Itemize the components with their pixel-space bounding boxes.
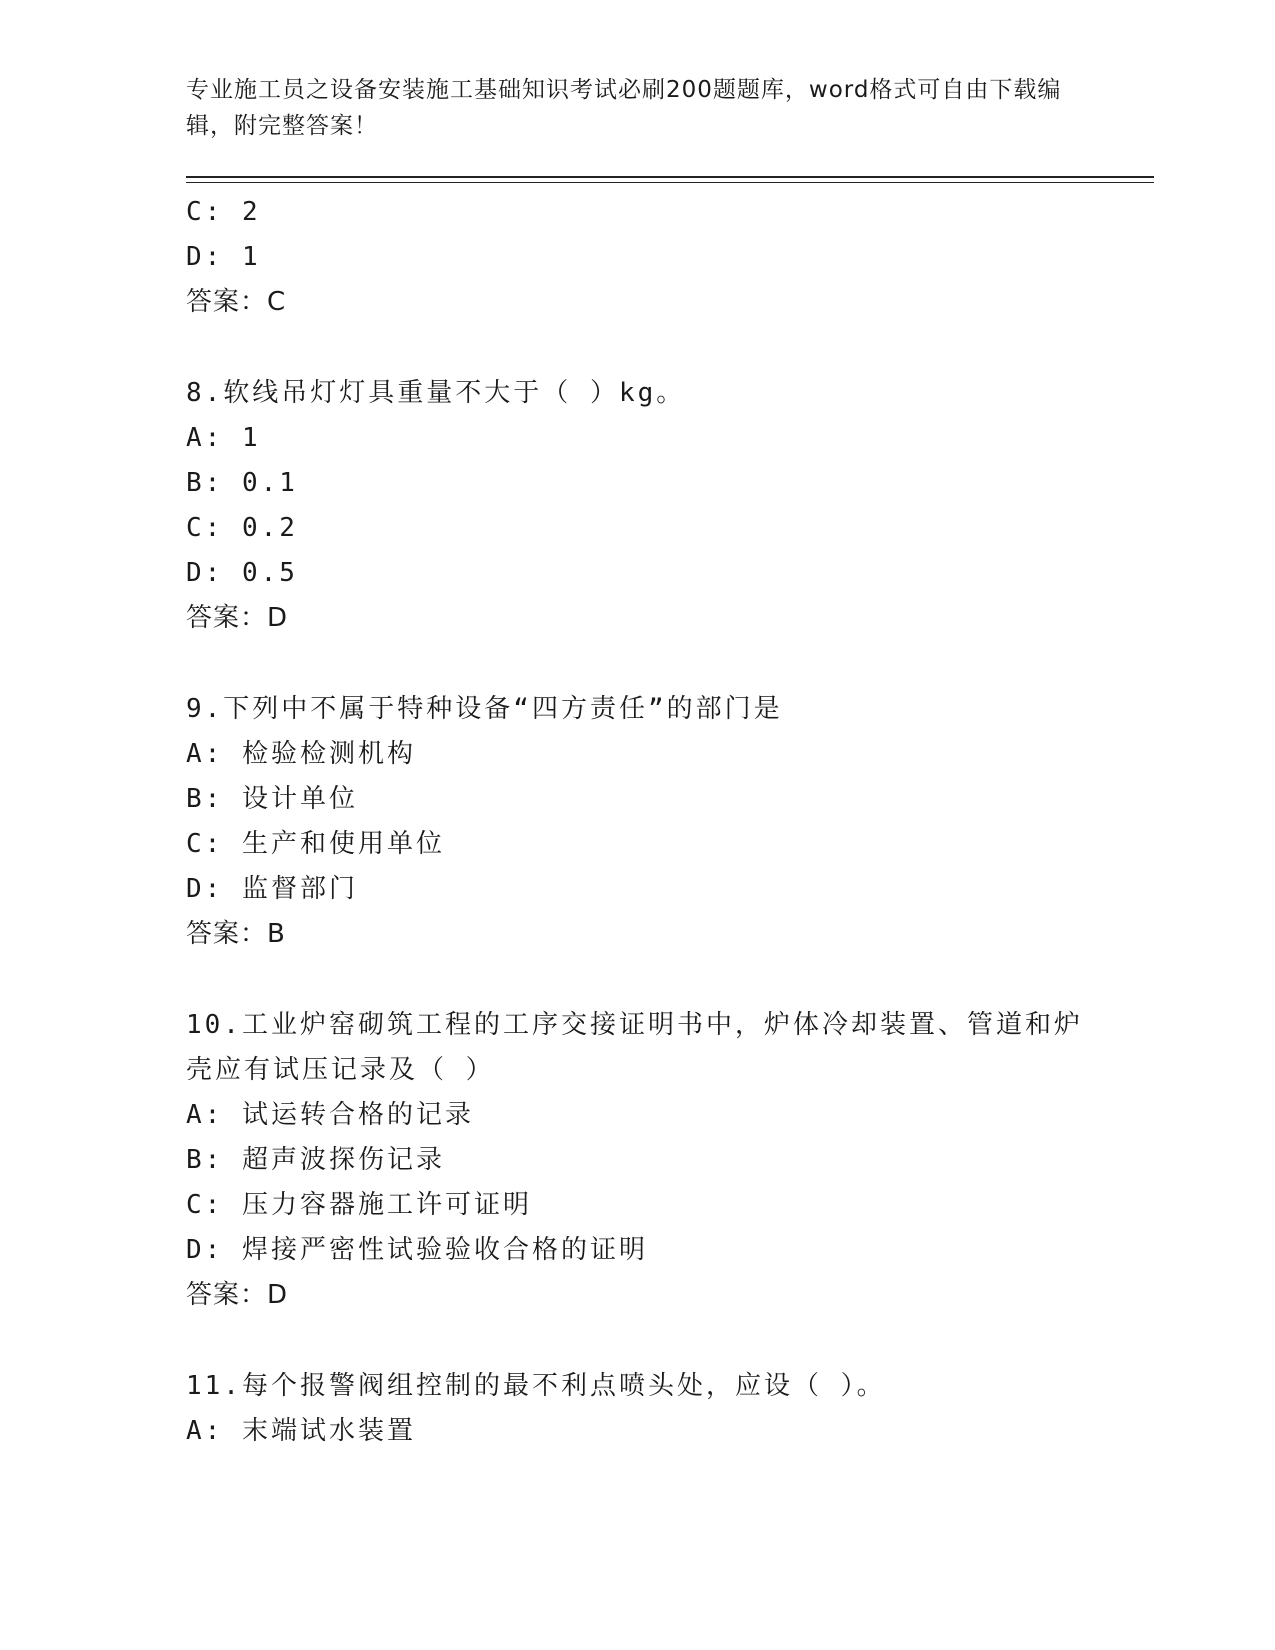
option-d: D: 0.5 [186,558,298,588]
option-d: D: 焊接严密性试验验收合格的证明 [186,1235,648,1265]
question-10-text-line-2: 壳应有试压记录及（ ） [186,1055,495,1085]
question-11-text: 11.每个报警阀组控制的最不利点喷头处，应设（ ）。 [186,1371,886,1401]
question-list [186,190,1086,1454]
option-a: A: 检验检测机构 [186,739,416,769]
option-b: B: 超声波探伤记录 [186,1145,445,1175]
spacer [186,957,1086,1003]
option-d: D: 监督部门 [186,874,358,904]
option-c: C: 生产和使用单位 [186,829,445,859]
option-a: A: 末端试水装置 [186,1416,416,1446]
header-divider-thin [186,182,1154,183]
answer-line: 答案：B [186,919,286,949]
spacer [186,1318,1086,1364]
answer-line: 答案：D [186,1280,289,1310]
spacer [186,325,1086,371]
answer-line: 答案：D [186,603,289,633]
option-c: C: 2 [186,197,261,227]
header-divider-thick [186,176,1154,178]
option-a: A: 试运转合格的记录 [186,1100,474,1130]
question-9-text: 9.下列中不属于特种设备“四方责任”的部门是 [186,694,783,724]
question-10-text-line-1: 10.工业炉窑砌筑工程的工序交接证明书中，炉体冷却装置、管道和炉 [186,1010,1083,1040]
spacer [186,641,1086,687]
option-c: C: 压力容器施工许可证明 [186,1190,532,1220]
question-8-text: 8.软线吊灯灯具重量不大于（ ）kg。 [186,378,686,408]
answer-line: 答案：C [186,287,287,317]
option-a: A: 1 [186,423,261,453]
option-b: B: 设计单位 [186,784,358,814]
option-c: C: 0.2 [186,513,298,543]
option-b: B: 0.1 [186,468,298,498]
option-d: D: 1 [186,242,261,272]
document-header: 专业施工员之设备安装施工基础知识考试必刷200题题库，word格式可自由下载编辑，附完整答案！ [186,77,1062,139]
